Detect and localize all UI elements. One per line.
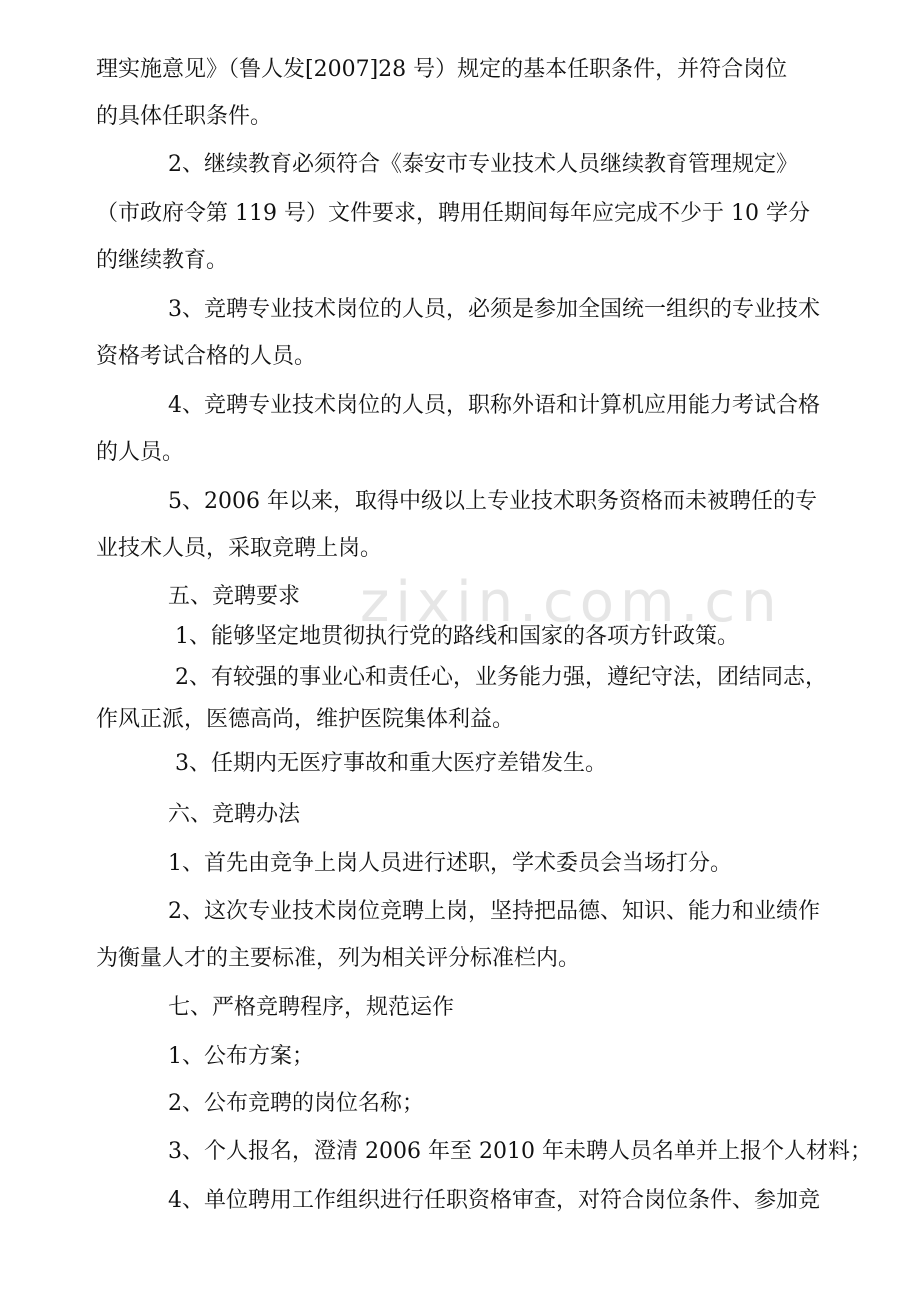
text-line: 3、个人报名，澄清 2006 年至 2010 年未聘人员名单并上报个人材料；	[168, 1139, 872, 1164]
text-line: 3、任期内无医疗事故和重大医疗差错发生。	[175, 751, 607, 776]
text-line: 1、首先由竞争上岗人员进行述职，学术委员会当场打分。	[168, 851, 732, 876]
text-line: 2、这次专业技术岗位竞聘上岗，坚持把品德、知识、能力和业绩作	[168, 899, 820, 924]
text-line: 2、公布竞聘的岗位名称；	[168, 1091, 424, 1116]
text-line: 业技术人员，采取竞聘上岗。	[96, 536, 383, 561]
text-line: 作风正派，医德高尚，维护医院集体利益。	[96, 707, 515, 732]
section-heading: 五、竞聘要求	[168, 584, 301, 609]
text-line: 2、继续教育必须符合《泰安市专业技术人员继续教育管理规定》	[168, 152, 798, 177]
text-line: 2、有较强的事业心和责任心，业务能力强，遵纪守法，团结同志，	[175, 665, 827, 690]
text-line: （市政府令第 119 号）文件要求，聘用任期间每年应完成不少于 10 学分	[96, 201, 810, 226]
watermark: zixin.com.cn	[360, 570, 783, 635]
text-line: 5、2006 年以来，取得中级以上专业技术职务资格而未被聘任的专	[168, 489, 817, 514]
text-line: 资格考试合格的人员。	[96, 344, 317, 369]
text-line: 1、能够坚定地贯彻执行党的路线和国家的各项方针政策。	[175, 624, 739, 649]
text-line: 4、竞聘专业技术岗位的人员，职称外语和计算机应用能力考试合格	[168, 393, 820, 418]
text-line: 4、单位聘用工作组织进行任职资格审查，对符合岗位条件、参加竞	[168, 1188, 820, 1213]
text-line: 的人员。	[96, 440, 185, 465]
section-heading: 七、严格竞聘程序，规范运作	[168, 995, 455, 1020]
text-line: 1、公布方案；	[168, 1044, 314, 1069]
text-line: 的继续教育。	[96, 248, 229, 273]
text-line: 理实施意见》（鲁人发[2007]28 号）规定的基本任职条件，并符合岗位	[96, 57, 788, 82]
section-heading: 六、竞聘办法	[168, 802, 301, 827]
text-line: 为衡量人才的主要标准，列为相关评分标准栏内。	[96, 946, 581, 971]
text-line: 3、竞聘专业技术岗位的人员，必须是参加全国统一组织的专业技术	[168, 297, 820, 322]
text-line: 的具体任职条件。	[96, 104, 273, 129]
